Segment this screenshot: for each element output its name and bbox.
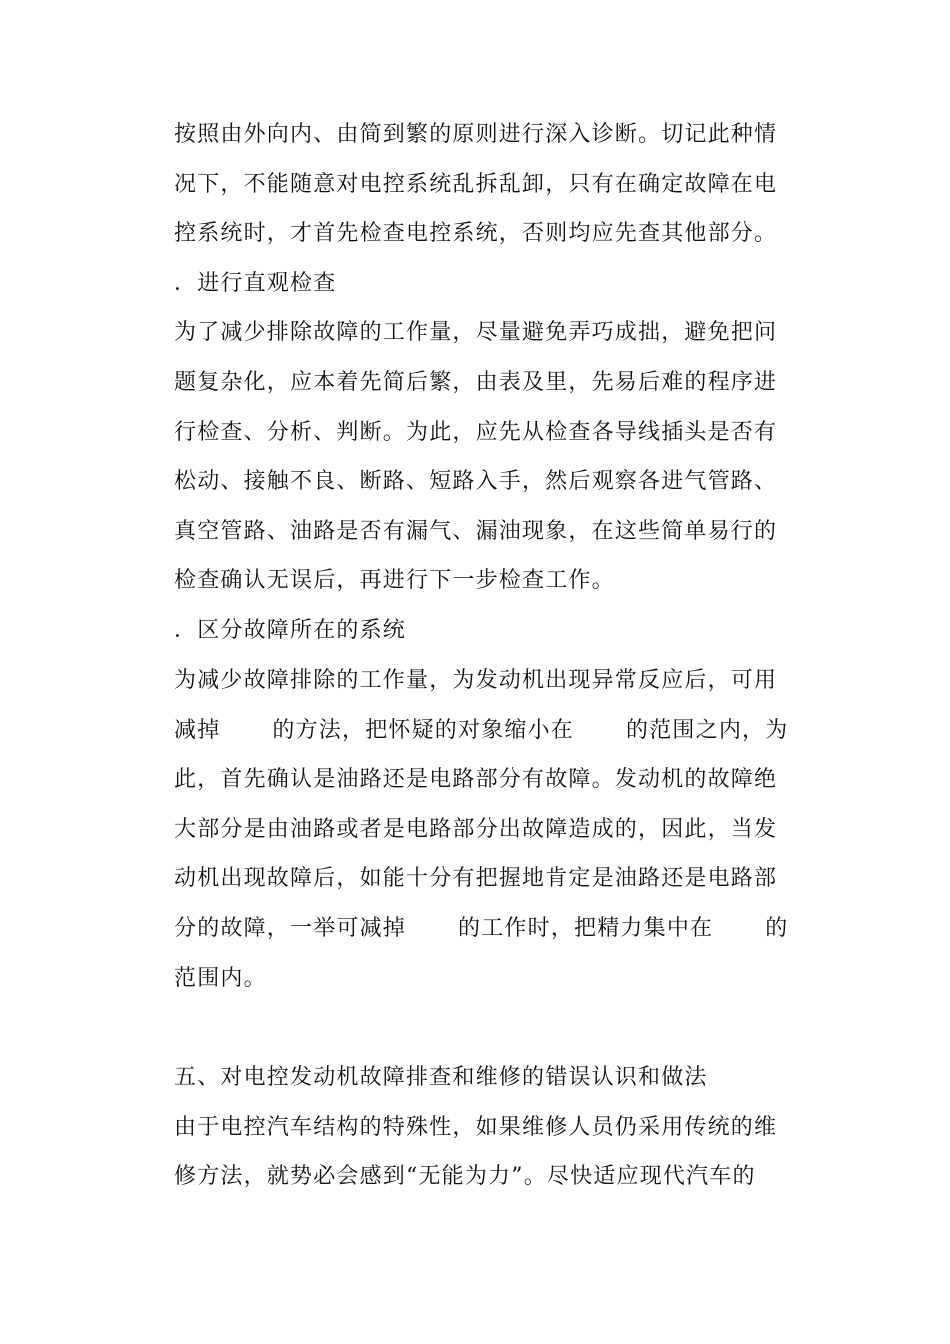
text-fragment: 的方法，把怀疑的对象缩小在 (272, 718, 575, 743)
text-line: 修方法，就势必会感到“无能为力”。尽快适应现代汽车的 (174, 1164, 756, 1189)
text-line-with-blanks (174, 716, 788, 746)
text-fragment: 的 (765, 916, 789, 941)
text-line: 检查确认无误后，再进行下一步检查工作。 (174, 568, 615, 593)
text-fragment: 的范围之内，为 (626, 718, 789, 743)
section-heading: 五、对电控发动机故障排查和维修的错误认识和做法 (174, 1065, 708, 1090)
text-line: 松动、接触不良、断路、短路入手，然后观察各进气管路、 (174, 469, 778, 494)
section-heading: ．区分故障所在的系统 (174, 618, 407, 643)
text-fragment: 分的故障，一举可减掉 (174, 916, 407, 941)
text-fragment: 的工作时，把精力集中在 (458, 916, 714, 941)
text-line: 此，首先确认是油路还是电路部分有故障。发动机的故障绝 (174, 767, 778, 792)
text-line: 动机出现故障后，如能十分有把握地肯定是油路还是电路部 (174, 866, 778, 891)
text-fragment: 减掉 (174, 718, 221, 743)
text-line: 况下，不能随意对电控系统乱拆乱卸，只有在确定故障在电 (174, 172, 778, 197)
text-line: 真空管路、油路是否有漏气、漏油现象，在这些简单易行的 (174, 519, 778, 544)
text-line: 大部分是由油路或者是电路部分出故障造成的，因此，当发 (174, 817, 778, 842)
text-line: 控系统时，才首先检查电控系统，否则均应先查其他部分。 (174, 221, 778, 246)
text-line: 为减少故障排除的工作量，为发动机出现异常反应后，可用 (174, 668, 778, 693)
text-line-with-blanks (174, 914, 788, 944)
section-heading: ．进行直观检查 (174, 271, 337, 296)
text-line: 按照由外向内、由简到繁的原则进行深入诊断。切记此种情 (174, 122, 778, 147)
text-line: 范围内。 (174, 966, 267, 991)
text-line: 题复杂化，应本着先简后繁，由表及里，先易后难的程序进 (174, 370, 778, 395)
text-line: 由于电控汽车结构的特殊性，如果维修人员仍采用传统的维 (174, 1115, 778, 1140)
text-line: 为了减少排除故障的工作量，尽量避免弄巧成拙，避免把问 (174, 320, 778, 345)
text-line: 行检查、分析、判断。为此，应先从检查各导线插头是否有 (174, 420, 778, 445)
